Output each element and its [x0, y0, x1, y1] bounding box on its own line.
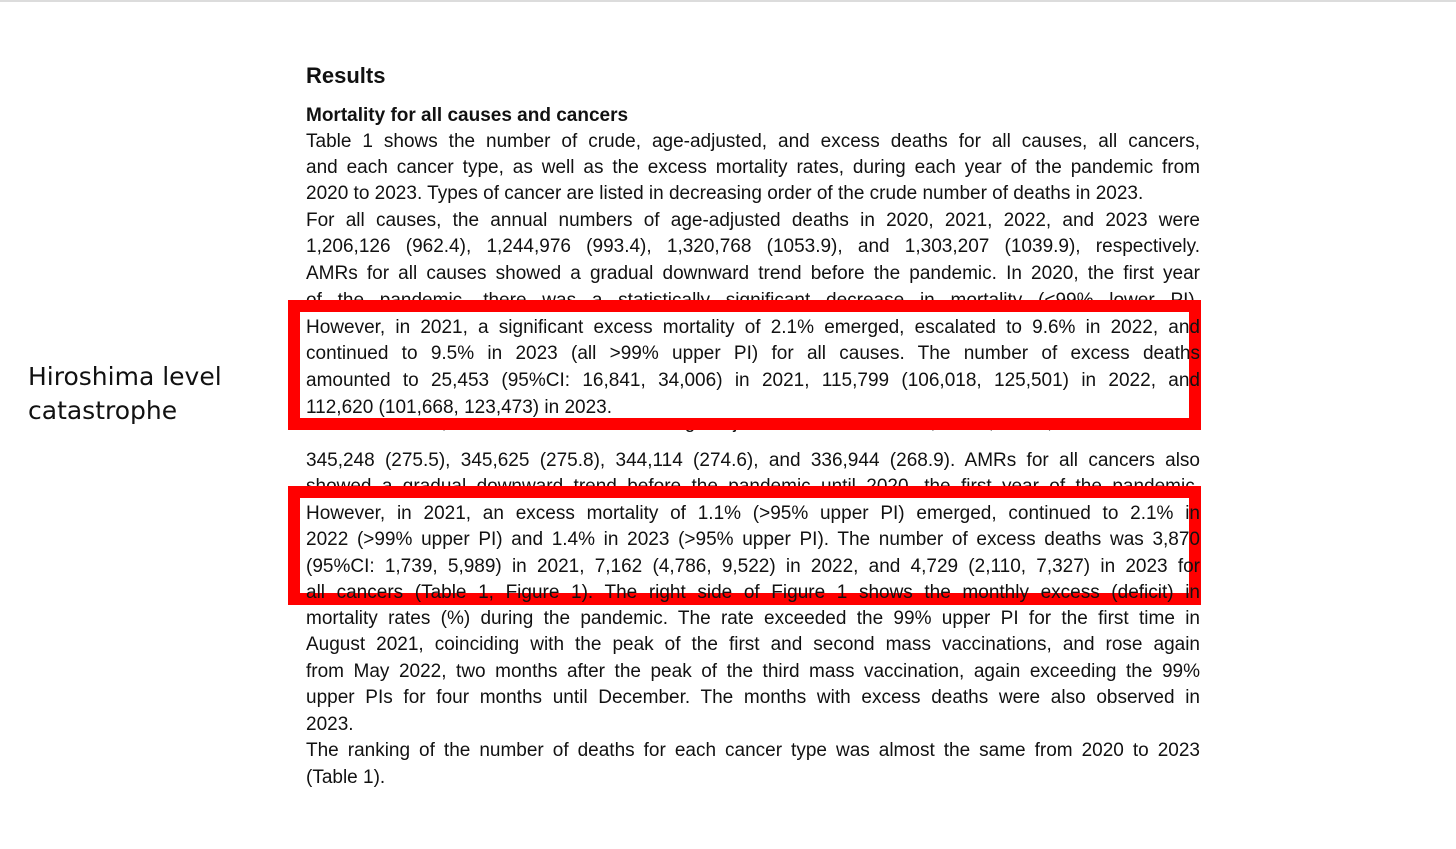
body-line: 1,206,126 (962.4), 1,244,976 (993.4), 1,320,768 (1053.9), and 1,303,207 (1039.9), respectively.	[306, 236, 1200, 257]
subsection-title: Mortality for all causes and cancers	[306, 105, 629, 126]
highlight-box-all-causes	[288, 300, 1201, 430]
body-line: from May 2022, two months after the peak of the third mass vaccination, again exceeding the 99%	[306, 661, 1200, 682]
highlight-line: amounted to 25,453 (95%CI: 16,841, 34,006) in 2021, 115,799 (106,018, 125,501) in 2022, and	[306, 370, 1200, 391]
body-line: For all causes, the annual numbers of age-adjusted deaths in 2020, 2021, 2022, and 2023 were	[306, 210, 1200, 231]
section-title: Results	[306, 63, 386, 88]
top-divider	[0, 0, 1456, 2]
highlight-line: (95%CI: 1,739, 5,989) in 2021, 7,162 (4,786, 9,522) in 2022, and 4,729 (2,110, 7,327) in 2023 for	[306, 556, 1200, 577]
highlight-line: 112,620 (101,668, 123,473) in 2023.	[306, 397, 613, 418]
body-line: 345,248 (275.5), 345,625 (275.8), 344,114 (274.6), and 336,944 (268.9). AMRs for all cancers also	[306, 450, 1200, 471]
highlight-line: continued to 9.5% in 2023 (all >99% upper PI) for all causes. The number of excess deaths	[306, 343, 1200, 364]
body-line: AMRs for all causes showed a gradual downward trend before the pandemic. In 2020, the first year	[306, 263, 1200, 284]
body-line: 2020 to 2023. Types of cancer are listed in decreasing order of the crude number of deaths in 2023.	[306, 183, 1144, 204]
side-caption	[28, 360, 278, 428]
highlight-line: 2022 (>99% upper PI) and 1.4% in 2023 (>95% upper PI). The number of excess deaths was 3,870	[306, 529, 1200, 550]
body-line: upper PIs for four months until December. The months with excess deaths were also observed in	[306, 687, 1200, 708]
body-line: (Table 1).	[306, 767, 386, 788]
highlight-box-cancers	[288, 486, 1201, 605]
body-line: and each cancer type, as well as the excess mortality rates, during each year of the pandemic from	[306, 157, 1200, 178]
body-line: mortality rates (%) during the pandemic. The rate exceeded the 99% upper PI for the first time in	[306, 608, 1200, 629]
highlight-line: However, in 2021, an excess mortality of 1.1% (>95% upper PI) emerged, continued to 2.1% in	[306, 503, 1200, 524]
body-line: Table 1 shows the number of crude, age-adjusted, and excess deaths for all causes, all cancers,	[306, 131, 1200, 152]
body-line: The ranking of the number of deaths for each cancer type was almost the same from 2020 to 2023	[306, 740, 1200, 761]
body-line: 2023.	[306, 714, 354, 735]
body-line: August 2021, coinciding with the peak of the first and second mass vaccinations, and rose again	[306, 634, 1200, 655]
side-caption-line-1: Hiroshima level	[28, 362, 222, 391]
side-caption-line-2: catastrophe	[28, 396, 178, 425]
highlight-line: all cancers (Table 1, Figure 1). The right side of Figure 1 shows the monthly excess (deficit) in	[306, 582, 1200, 603]
highlight-line: However, in 2021, a significant excess mortality of 2.1% emerged, escalated to 9.6% in 2022, and	[306, 317, 1200, 338]
